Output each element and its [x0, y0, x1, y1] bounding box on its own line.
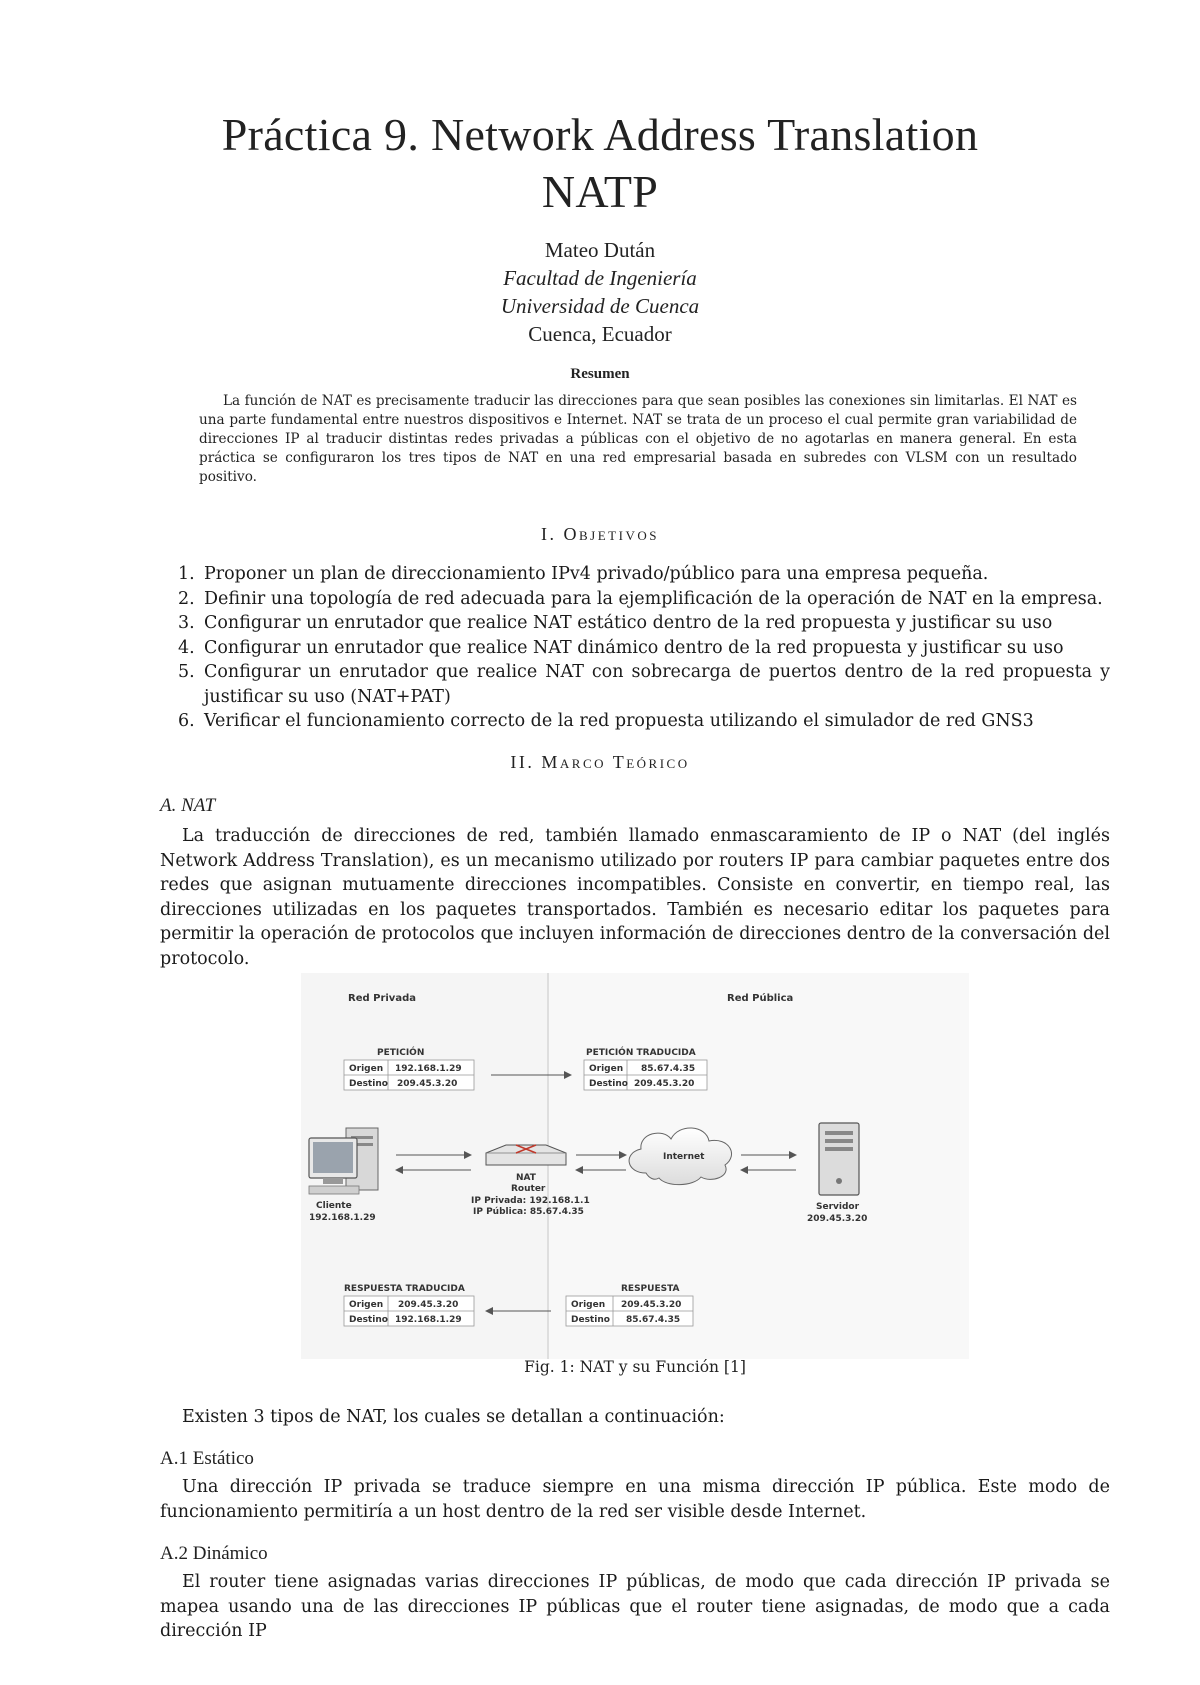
subsection-dynamic-heading: A.2 Dinámico — [160, 1543, 268, 1564]
treq-dest-value: 209.45.3.20 — [634, 1079, 695, 1089]
tresp-origin-value: 209.45.3.20 — [398, 1300, 459, 1310]
private-network-label: Red Privada — [348, 993, 416, 1004]
nat-diagram — [301, 973, 969, 1359]
treq-origin-value: 85.67.4.35 — [641, 1064, 696, 1074]
translated-response-table — [344, 1296, 474, 1326]
resp-dest-value: 85.67.4.35 — [626, 1315, 681, 1325]
server-label: Servidor — [816, 1202, 860, 1212]
server-ip: 209.45.3.20 — [807, 1214, 868, 1224]
section-objectives-heading: I. Objetivos — [541, 524, 659, 544]
response-title: RESPUESTA — [621, 1284, 680, 1294]
resp-origin-value: 209.45.3.20 — [621, 1300, 682, 1310]
resp-origin-label: Origen — [571, 1300, 606, 1310]
nat-types-intro: Existen 3 tipos de NAT, los cuales se detallan a continuación: — [182, 1407, 725, 1427]
author-university: Universidad de Cuenca — [500, 294, 700, 318]
tresp-dest-label: Destino — [349, 1315, 388, 1325]
figure-caption: Fig. 1: NAT y su Función [1] — [524, 1358, 746, 1376]
resp-dest-label: Destino — [571, 1315, 610, 1325]
author-location: Cuenca, Ecuador — [528, 322, 672, 346]
nat-diagram-figure — [301, 973, 969, 1359]
list-item: 6. Verificar el funcionamiento correcto de la red propuesta utilizando el simulador de red GNS3 — [178, 711, 1034, 731]
nat-paragraph: La traducción de direcciones de red, también llamado enmascaramiento de IP o NAT (del inglés Network Address Translation), es un mecanismo utilizado por routers IP para cambiar paquetes entre dos redes que asignan mutuamente direcciones incompatibles. Consiste en convertir, en tiempo real, las direcciones utilizadas en los paquetes transportados. También es necesario editar los paquetes para permitir la operación de protocolos que incluyen información de direcciones dentro de la conversación del protocolo. — [160, 826, 1110, 969]
request-dest-label: Destino — [349, 1079, 388, 1089]
request-title: PETICIÓN — [377, 1048, 425, 1058]
list-item: 5. Configurar un enrutador que realice NAT con sobrecarga de puertos dentro de la red propuesta y justificar su uso (NAT+PAT) — [178, 662, 1110, 707]
author-name: Mateo Dután — [544, 238, 656, 262]
static-paragraph: Una dirección IP privada se traduce siempre en una misma dirección IP pública. Este modo de funcionamiento permitiría a un host dentro de la red ser visible desde Internet. — [160, 1477, 1110, 1522]
request-origin-label: Origen — [349, 1064, 384, 1074]
list-item: 4. Configurar un enrutador que realice NAT dinámico dentro de la red propuesta y justificar su uso — [178, 637, 1064, 658]
client-ip: 192.168.1.29 — [309, 1213, 376, 1223]
objectives-list — [160, 562, 1110, 734]
list-item: 3. Configurar un enrutador que realice NAT estático dentro de la red propuesta y justificar su uso — [178, 613, 1053, 633]
router-private-ip: IP Privada: 192.168.1.1 — [471, 1196, 590, 1206]
translated-response-title: RESPUESTA TRADUCIDA — [344, 1284, 465, 1294]
router-public-ip: IP Pública: 85.67.4.35 — [473, 1207, 584, 1217]
nat-router-icon — [486, 1145, 566, 1165]
router-label-1: NAT — [516, 1173, 536, 1183]
translated-request-table — [584, 1060, 707, 1090]
tresp-dest-value: 192.168.1.29 — [395, 1315, 462, 1325]
request-table — [344, 1060, 474, 1090]
treq-origin-label: Origen — [589, 1064, 624, 1074]
treq-dest-label: Destino — [589, 1079, 628, 1089]
subsection-static-heading: A.1 Estático — [160, 1448, 254, 1469]
paper-title-line1: Práctica 9. Network Address Translation — [221, 109, 979, 160]
paper-title-line2: NATP — [541, 166, 659, 217]
author-faculty: Facultad de Ingeniería — [503, 266, 697, 290]
tresp-origin-label: Origen — [349, 1300, 384, 1310]
router-label-2: Router — [511, 1184, 546, 1194]
list-item: 1. Proponer un plan de direccionamiento IPv4 privado/público para una empresa pequeña. — [178, 564, 989, 584]
abstract-text: La función de NAT es precisamente traducir las direcciones para que sean posibles las conexiones sin limitarlas. El NAT es una parte fundamental entre nuestros dispositivos e Internet. NAT se trata de un proceso el cual permite gran variabilidad de direcciones IP al traducir distintas redes privadas a públicas con el objetivo de no agotarlas en manera general. En esta práctica se configuraron los tres tipos de NAT en una red empresarial basada en subredes con VLSM con un resultado positivo. — [199, 393, 1077, 485]
request-origin-value: 192.168.1.29 — [395, 1064, 462, 1074]
public-network-label: Red Pública — [727, 993, 794, 1004]
dynamic-paragraph: El router tiene asignadas varias direcciones IP públicas, de modo que cada dirección IP privada se mapea usando una de las direcciones IP públicas que el router tiene asignadas, de modo que a cada dirección IP — [160, 1572, 1110, 1641]
list-item: 2. Definir una topología de red adecuada para la ejemplificación de la operación de NAT en la empresa. — [178, 588, 1103, 609]
client-label: Cliente — [316, 1201, 352, 1211]
translated-request-title: PETICIÓN TRADUCIDA — [586, 1048, 696, 1058]
subsection-nat-heading: A. NAT — [160, 795, 216, 816]
section-theory-heading: II. Marco Teórico — [510, 752, 690, 772]
internet-label: Internet — [663, 1152, 705, 1162]
server-icon — [819, 1123, 859, 1195]
abstract-heading: Resumen — [570, 366, 630, 382]
request-dest-value: 209.45.3.20 — [397, 1079, 458, 1089]
response-table — [566, 1296, 693, 1326]
